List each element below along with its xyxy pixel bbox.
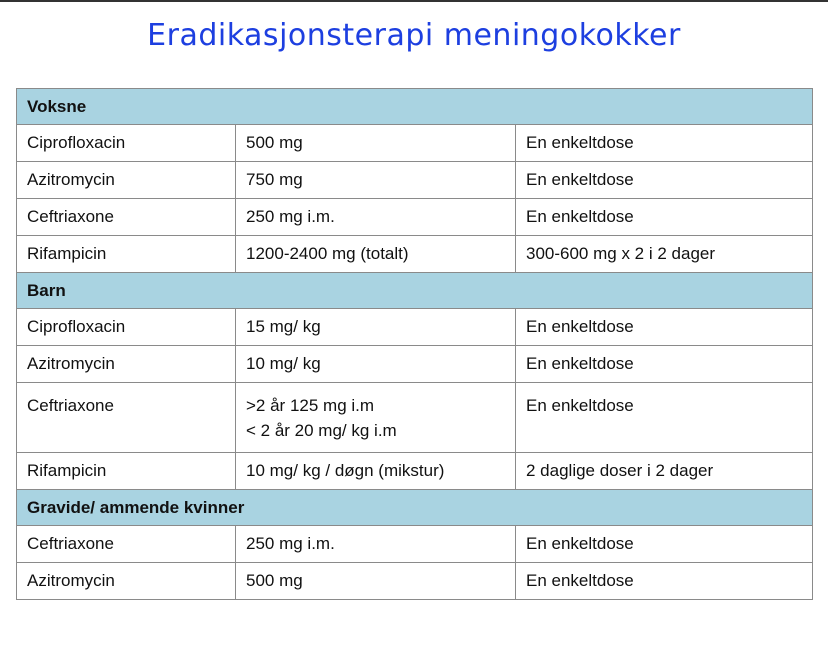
section-label: Barn: [17, 273, 813, 309]
regimen-cell: En enkeltdose: [516, 162, 813, 199]
table-row: [17, 309, 813, 346]
regimen-cell: En enkeltdose: [516, 526, 813, 563]
dosage-table: [16, 88, 813, 600]
regimen-cell: 300-600 mg x 2 i 2 dager: [516, 236, 813, 273]
drug-cell: Ceftriaxone: [17, 526, 236, 563]
dose-cell: 10 mg/ kg: [236, 346, 516, 383]
drug-cell: Azitromycin: [17, 346, 236, 383]
table-row: [17, 563, 813, 600]
section-header-adults: [17, 89, 813, 125]
dose-cell: [236, 383, 516, 453]
regimen-cell: En enkeltdose: [516, 125, 813, 162]
table-row: [17, 199, 813, 236]
drug-cell: Rifampicin: [17, 453, 236, 490]
dose-cell: 1200-2400 mg (totalt): [236, 236, 516, 273]
drug-cell: Ciprofloxacin: [17, 125, 236, 162]
section-label: Gravide/ ammende kvinner: [17, 490, 813, 526]
drug-cell: Azitromycin: [17, 563, 236, 600]
dose-cell: 250 mg i.m.: [236, 526, 516, 563]
dose-cell: 500 mg: [236, 563, 516, 600]
table-row: [17, 346, 813, 383]
section-header-children: [17, 273, 813, 309]
drug-cell: Ciprofloxacin: [17, 309, 236, 346]
regimen-cell: En enkeltdose: [516, 563, 813, 600]
dose-line: >2 år 125 mg i.m: [246, 396, 375, 415]
table-row: [17, 383, 813, 453]
dose-cell: 750 mg: [236, 162, 516, 199]
regimen-cell: En enkeltdose: [516, 309, 813, 346]
drug-cell: Azitromycin: [17, 162, 236, 199]
dose-cell: 500 mg: [236, 125, 516, 162]
dose-cell: 10 mg/ kg / døgn (mikstur): [236, 453, 516, 490]
drug-cell: Ceftriaxone: [17, 199, 236, 236]
regimen-cell: En enkeltdose: [516, 199, 813, 236]
table-row: [17, 125, 813, 162]
regimen-cell: En enkeltdose: [516, 383, 813, 453]
section-label: Voksne: [17, 89, 813, 125]
table-row: [17, 453, 813, 490]
dose-cell: 250 mg i.m.: [236, 199, 516, 236]
section-header-pregnant: [17, 490, 813, 526]
dose-line: < 2 år 20 mg/ kg i.m: [246, 421, 397, 440]
table-row: [17, 162, 813, 199]
table-row: [17, 526, 813, 563]
slide-title: Eradikasjonsterapi meningokokker: [147, 18, 681, 53]
drug-cell: Rifampicin: [17, 236, 236, 273]
regimen-cell: En enkeltdose: [516, 346, 813, 383]
regimen-cell: 2 daglige doser i 2 dager: [516, 453, 813, 490]
table-row: [17, 236, 813, 273]
drug-cell: Ceftriaxone: [17, 383, 236, 453]
dose-cell: 15 mg/ kg: [236, 309, 516, 346]
